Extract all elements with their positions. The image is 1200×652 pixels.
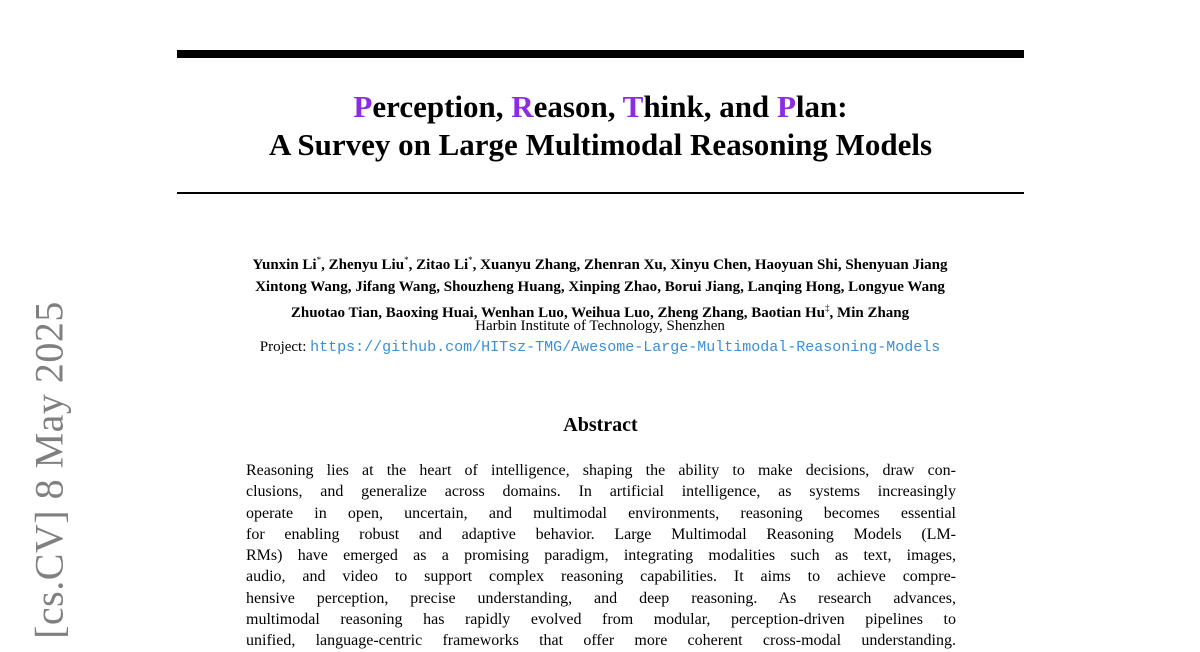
- author-name: Zhenran Xu: [583, 257, 663, 273]
- project-line: [160, 337, 1040, 358]
- author-separator: ,: [378, 305, 386, 321]
- author-separator: ,: [740, 278, 748, 295]
- title-highlight-letter: P: [353, 89, 373, 124]
- author-name: Baoxing Huai: [385, 305, 474, 321]
- author-mark: ‡: [825, 303, 830, 313]
- author-mark: *: [404, 255, 409, 265]
- author-separator: ,: [321, 257, 329, 273]
- title-text: erception,: [372, 89, 512, 124]
- abstract-line: multimodal reasoning has rapidly evolved from modular, perception-driven pipelines to: [246, 611, 956, 629]
- author-separator: ,: [657, 278, 665, 295]
- author-separator: ,: [347, 278, 356, 295]
- author-separator: ,: [576, 257, 584, 273]
- author-line: [160, 250, 1040, 277]
- author-separator: ,: [560, 278, 569, 295]
- author-separator: ,: [840, 278, 849, 295]
- author-name: Xintong Wang: [255, 278, 348, 295]
- abstract-body: [246, 460, 956, 652]
- title-text: lan:: [795, 89, 848, 124]
- author-name: Baotian Hu: [751, 305, 826, 321]
- arxiv-id: [cs.CV] 8 May 2025: [26, 301, 72, 639]
- title-highlight-letter: R: [511, 89, 534, 124]
- author-name: Weihua Luo: [571, 305, 650, 321]
- title-text: hink, and: [643, 89, 777, 124]
- abstract-line: operate in open, uncertain, and multimodal environments, reasoning becomes essential: [246, 504, 956, 522]
- author-separator: ,: [837, 257, 846, 273]
- author-separator: ,: [649, 305, 658, 321]
- abstract-heading: Abstract: [563, 414, 638, 436]
- author-name: Zitao Li: [416, 257, 469, 273]
- author-name: Min Zhang: [837, 305, 910, 321]
- author-separator: ,: [747, 257, 755, 273]
- title-highlight-letter: T: [622, 89, 644, 124]
- title-line-2: A Survey on Large Multimodal Reasoning Models: [268, 127, 933, 162]
- abstract-line: for enabling robust and adaptive behavior. Large Multimodal Reasoning Models (LM-: [246, 525, 956, 543]
- author-name: Jifang Wang: [355, 278, 437, 295]
- author-separator: ,: [473, 305, 481, 321]
- project-label: Project:: [259, 339, 307, 355]
- author-name: Zhenyu Liu: [328, 257, 405, 273]
- author-name: Zheng Zhang: [657, 305, 744, 321]
- paper-title: [177, 88, 1024, 164]
- author-name: Lanqing Hong: [747, 278, 841, 295]
- abstract-line: audio, and video to support complex reasoning capabilities. It aims to achieve compre-: [246, 568, 956, 586]
- author-separator: ,: [436, 278, 444, 295]
- author-name: Shouzheng Huang: [443, 278, 561, 295]
- title-line-1: [177, 88, 1024, 126]
- author-mark: *: [468, 255, 473, 265]
- abstract-line: clusions, and generalize across domains. In artificial intelligence, as systems increasingly: [246, 483, 956, 501]
- abstract-line: hensive perception, precise understanding, and deep reasoning. As research advances,: [246, 589, 956, 607]
- arxiv-stamp: [0, 0, 100, 648]
- author-name: Shenyuan Jiang: [845, 257, 948, 273]
- abstract-line: RMs) have emerged as a promising paradigm, integrating modalities such as text, images,: [246, 547, 956, 565]
- abstract-line: unified, language-centric frameworks that offer more coherent cross-modal understanding.: [246, 632, 956, 650]
- author-name: Xinping Zhao: [568, 278, 658, 295]
- author-list: [160, 250, 1040, 325]
- author-separator: ,: [829, 305, 838, 321]
- author-separator: ,: [743, 305, 752, 321]
- project-link[interactable]: https://github.com/HITsz-TMG/Awesome-Large-Multimodal-Reasoning-Models: [310, 339, 941, 356]
- title-rule: [177, 192, 1024, 194]
- author-name: Wenhan Luo: [480, 305, 564, 321]
- author-name: Yunxin Li: [252, 257, 317, 273]
- author-name: Xuanyu Zhang: [480, 257, 577, 273]
- author-separator: ,: [563, 305, 572, 321]
- author-name: Borui Jiang: [664, 278, 741, 295]
- top-rule: [177, 50, 1024, 58]
- author-name: Haoyuan Shi: [754, 257, 838, 273]
- author-name: Longyue Wang: [848, 278, 945, 295]
- title-text: eason,: [533, 89, 623, 124]
- title-highlight-letter: P: [776, 89, 796, 124]
- author-separator: ,: [662, 257, 671, 273]
- author-separator: ,: [408, 257, 417, 273]
- author-mark: *: [316, 255, 322, 265]
- author-line: [160, 277, 1040, 299]
- author-separator: ,: [472, 257, 481, 273]
- affiliation: Harbin Institute of Technology, Shenzhen: [475, 318, 725, 334]
- author-name: Xinyu Chen: [670, 257, 748, 273]
- abstract-line: Reasoning lies at the heart of intelligence, shaping the ability to make decisions, draw con-: [246, 462, 956, 479]
- author-name: Zhuotao Tian: [290, 305, 379, 321]
